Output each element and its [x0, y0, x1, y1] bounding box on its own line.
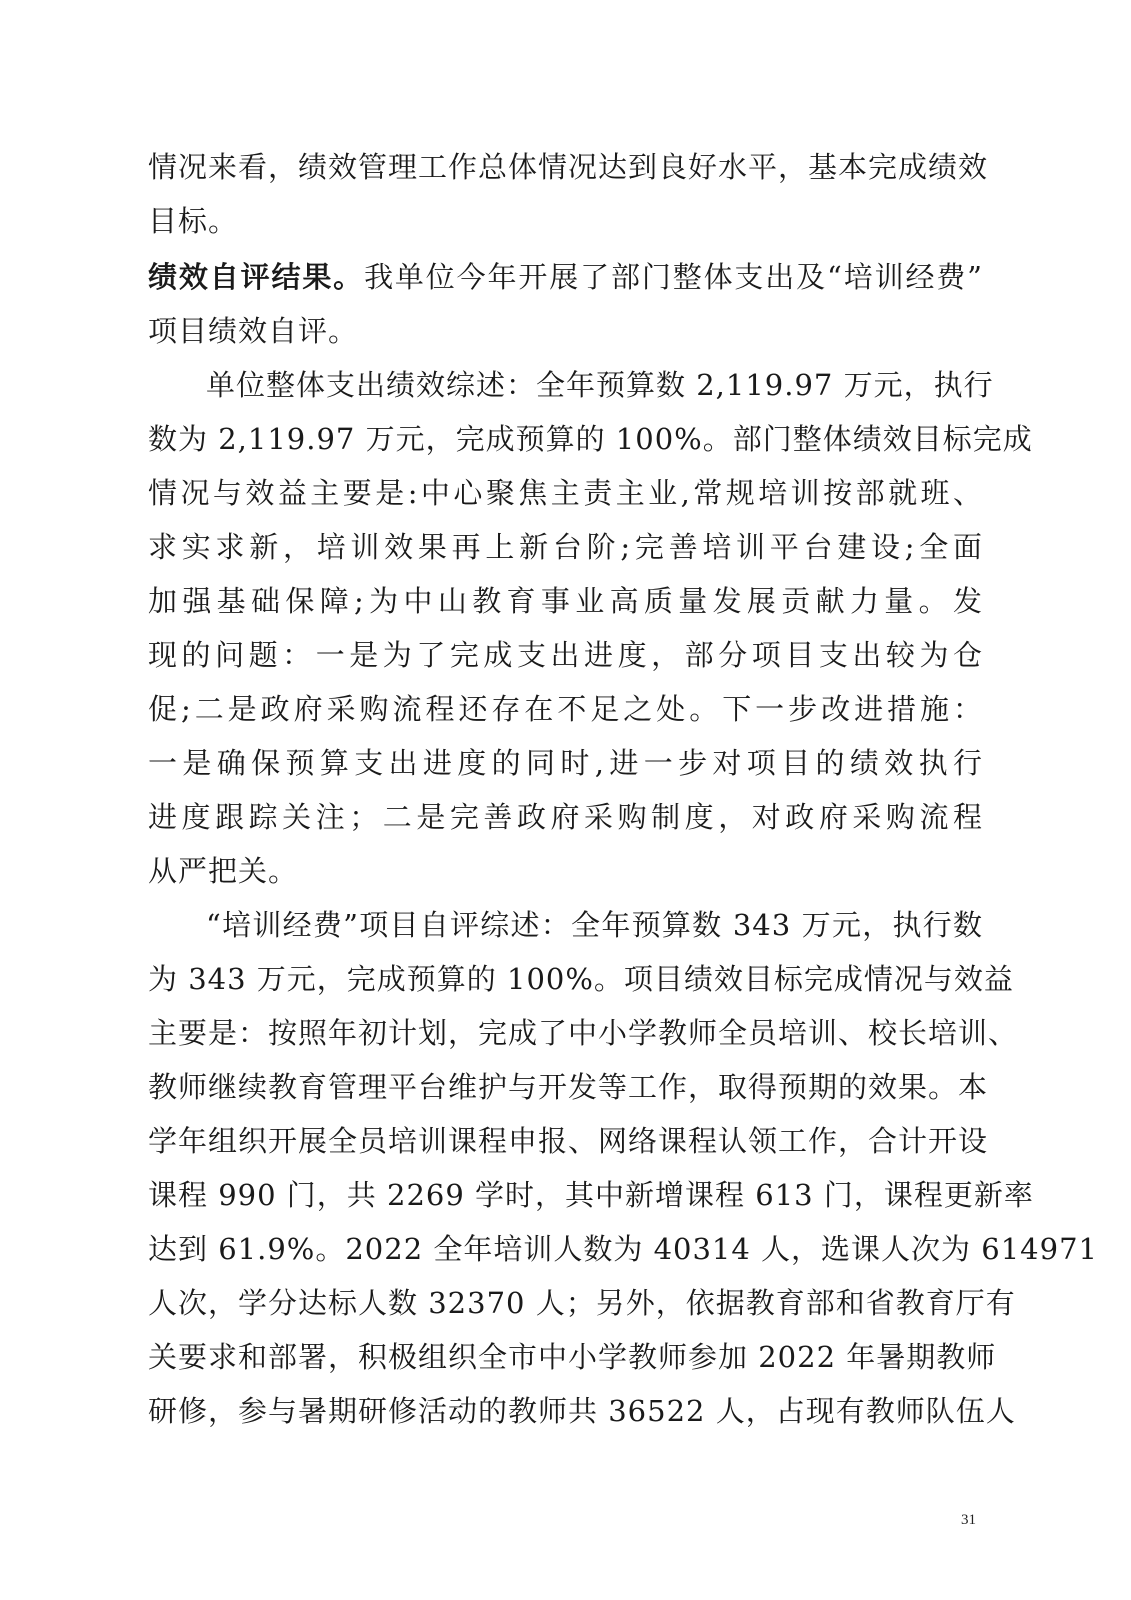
text-line: 为 343 万元，完成预算的 100%。项目绩效目标完成情况与效益: [148, 962, 1014, 996]
text-line: 目标。: [148, 204, 239, 238]
text-line: 研修，参与暑期研修活动的教师共 36522 人，占现有教师队伍人: [148, 1394, 1016, 1428]
text-line: 现的问题：一是为了完成支出进度，部分项目支出较为仓: [148, 638, 983, 672]
text-line: 求实求新，培训效果再上新台阶;完善培训平台建设;全面: [148, 530, 983, 564]
text-line: 人次，学分达标人数 32370 人；另外，依据教育部和省教育厅有: [148, 1286, 1016, 1320]
text-line: 主要是：按照年初计划，完成了中小学教师全员培训、校长培训、: [148, 1016, 1019, 1050]
text-line: 单位整体支出绩效综述：全年预算数 2,119.97 万元，执行: [206, 368, 994, 402]
text-line: 数为 2,119.97 万元，完成预算的 100%。部门整体绩效目标完成: [148, 422, 1033, 456]
text-line: 进度跟踪关注；二是完善政府采购制度，对政府采购流程: [148, 800, 983, 834]
text-line: 学年组织开展全员培训课程申报、网络课程认领工作，合计开设: [148, 1124, 989, 1158]
text-line: 促;二是政府采购流程还存在不足之处。下一步改进措施：: [148, 692, 983, 726]
text-line: 情况来看，绩效管理工作总体情况达到良好水平，基本完成绩效: [148, 150, 989, 184]
text-line: 项目绩效自评。: [148, 314, 359, 348]
text-line: 加强基础保障;为中山教育事业高质量发展贡献力量。发: [148, 584, 983, 618]
text-line: 一是确保预算支出进度的同时,进一步对项目的绩效执行: [148, 746, 983, 780]
text-line: 达到 61.9%。2022 全年培训人数为 40314 人，选课人次为 614971: [148, 1232, 1098, 1266]
section-heading-line: [148, 250, 983, 304]
page-number: 31: [961, 1512, 976, 1528]
section-heading: 绩效自评结果。: [148, 260, 365, 294]
text-line: 教师继续教育管理平台维护与开发等工作，取得预期的效果。本: [148, 1070, 989, 1104]
text-line: 情况与效益主要是:中心聚焦主责主业,常规培训按部就班、: [148, 476, 983, 510]
text-line: “培训经费”项目自评综述：全年预算数 343 万元，执行数: [206, 908, 983, 942]
text-line: 从严把关。: [148, 854, 299, 888]
text-line: 关要求和部署，积极组织全市中小学教师参加 2022 年暑期教师: [148, 1340, 997, 1374]
text-line: 课程 990 门，共 2269 学时，其中新增课程 613 门，课程更新率: [148, 1178, 1034, 1212]
section-heading-rest: 我单位今年开展了部门整体支出及“培训经费”: [364, 260, 983, 294]
